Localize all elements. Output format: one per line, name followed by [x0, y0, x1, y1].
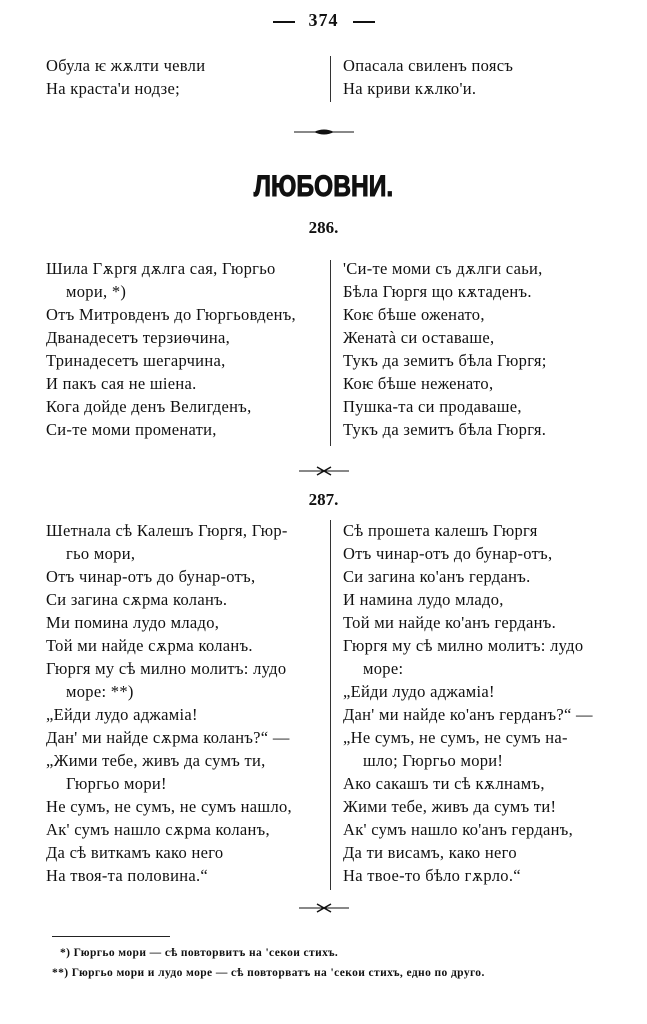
verse-line: Да ти висамъ, како него: [343, 843, 517, 862]
verse-line: Си-те моми променати,: [46, 420, 217, 439]
verse-line: Си загина ко'анъ герданъ.: [343, 567, 531, 586]
intro-right-column: [343, 54, 513, 100]
verse-line: Пушка-та си продаваше,: [343, 397, 522, 416]
column-divider: [330, 260, 331, 446]
ornament-divider: [0, 463, 647, 473]
song-287-right-column: [343, 519, 593, 887]
intro-left-column: [46, 54, 205, 100]
verse-line: На твоя-та половина.“: [46, 866, 209, 885]
verse-line: Да сѣ виткамъ како него: [46, 843, 224, 862]
verse-line: „Ейди лудо аджаміа!: [343, 682, 495, 701]
verse-line: Не сумъ, не сумъ, не сумъ нашло,: [46, 797, 292, 816]
verse-line: Бѣла Гюргя що кѫтаденъ.: [343, 282, 532, 301]
verse-line: Отъ Митровденъ до Гюргьовденъ,: [46, 305, 296, 324]
column-divider: [330, 56, 331, 102]
verse-line: На краста'и нодзе;: [46, 79, 180, 98]
verse-line: гьо мори,: [66, 544, 136, 563]
verse-line: шло; Гюргьо мори!: [363, 751, 504, 770]
page-number-text: 374: [308, 10, 339, 30]
verse-line: Ак' сумъ нашло ко'анъ герданъ,: [343, 820, 574, 839]
ornament-divider: [0, 900, 647, 910]
song-number: 287.: [308, 490, 339, 509]
song-286-right-column: [343, 257, 547, 441]
verse-line: Тукъ да земитъ бѣла Гюргя.: [343, 420, 547, 439]
verse-line: Тринадесетъ шегарчина,: [46, 351, 226, 370]
verse-line: Сѣ прошета калешъ Гюргя: [343, 521, 538, 540]
verse-line: Шетнала сѣ Калешъ Гюргя, Гюр-: [46, 521, 288, 540]
verse-line: море: **): [66, 682, 134, 701]
section-title: ЛЮБОВНИ.: [253, 170, 394, 203]
verse-line: „Жими тебе, живъ да сумъ ти,: [46, 751, 266, 770]
verse-line: И пакъ сая не шіена.: [46, 374, 197, 393]
verse-line: Той ми найде ко'анъ герданъ.: [343, 613, 556, 632]
verse-line: Обула ѥ жѫлти чевли: [46, 56, 206, 75]
page-number: [0, 10, 647, 31]
verse-line: Си загина сѫрма коланъ.: [46, 590, 228, 609]
verse-line: Коѥ бѣше неженато,: [343, 374, 494, 393]
verse-line: Отъ чинар-отъ до бунар-отъ,: [46, 567, 256, 586]
song-number: 286.: [308, 218, 339, 237]
verse-line: Опасала свиленъ поясъ: [343, 56, 514, 75]
verse-line: Шила Гѫргя дѫлга сая, Гюргьо: [46, 259, 276, 278]
verse-line: Ми помина лудо младо,: [46, 613, 220, 632]
verse-line: Гюргьо мори!: [66, 774, 167, 793]
verse-line: Тукъ да земитъ бѣла Гюргя;: [343, 351, 547, 370]
verse-line: мори, *): [66, 282, 127, 301]
verse-line: Ако сакашъ ти сѣ кѫлнамъ,: [343, 774, 545, 793]
ornament-divider: [0, 124, 647, 134]
song-287-left-column: [46, 519, 292, 887]
verse-line: Дванадесетъ терзиѳчина,: [46, 328, 231, 347]
verse-line: Отъ чинар-отъ до бунар-отъ,: [343, 544, 553, 563]
verse-line: На криви кѫлко'и.: [343, 79, 477, 98]
verse-line: Той ми найде сѫрма коланъ.: [46, 636, 253, 655]
verse-line: Дан' ми найде сѫрма коланъ?“ —: [46, 728, 290, 747]
verse-line: 'Си-те моми съ дѫлги саьи,: [343, 259, 543, 278]
verse-line: Женатà си оставаше,: [343, 328, 495, 347]
verse-line: Гюргя му сѣ милно молитъ: лудо: [343, 636, 584, 655]
verse-line: „Не сумъ, не сумъ, не сумъ на-: [343, 728, 568, 747]
column-divider: [330, 520, 331, 890]
verse-line: море:: [363, 659, 404, 678]
verse-line: Жими тебе, живъ да сумъ ти!: [343, 797, 557, 816]
verse-line: Кога дойде денъ Велигденъ,: [46, 397, 252, 416]
verse-line: Коѥ бѣше оженато,: [343, 305, 485, 324]
verse-line: Ак' сумъ нашло сѫрма коланъ,: [46, 820, 270, 839]
footnote-2: **) Гюргьо мори и лудо море — сѣ повторватъ на 'секои стихъ, едно по друго.: [52, 967, 485, 979]
verse-line: И намина лудо младо,: [343, 590, 504, 609]
footnote-1: *) Гюргьо мори — сѣ повторвитъ на 'секои стихъ.: [60, 947, 339, 959]
verse-line: На твое-то бѣло гѫрло.“: [343, 866, 521, 885]
verse-line: Дан' ми найде ко'анъ герданъ?“ —: [343, 705, 593, 724]
footnote-rule: [52, 936, 170, 937]
verse-line: Гюргя му сѣ милно молитъ: лудо: [46, 659, 287, 678]
verse-line: „Ейди лудо аджаміа!: [46, 705, 198, 724]
song-286-left-column: [46, 257, 296, 441]
